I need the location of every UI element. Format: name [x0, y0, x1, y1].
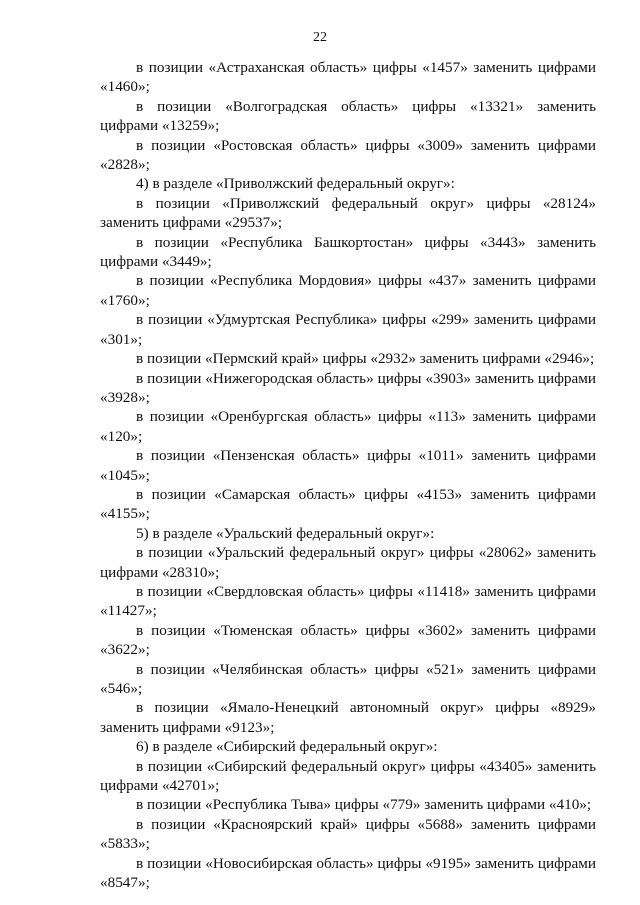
amendment-paragraph: в позиции «Ямало-Ненецкий автономный округ» цифры «8929» заменить цифрами «9123»; [100, 699, 596, 736]
amendment-paragraph: в позиции «Тюменская область» цифры «3602» заменить цифрами «3622»; [100, 621, 596, 659]
amendment-paragraph: в позиции «Астраханская область» цифры «1457» заменить цифрами «1460»; [100, 59, 596, 96]
section-heading: 6) в разделе «Сибирский федеральный округ»: [136, 738, 438, 756]
amendment-paragraph: в позиции «Ростовская область» цифры «3009» заменить цифрами «2828»; [100, 136, 596, 174]
amendment-paragraph: в позиции «Челябинская область» цифры «521» заменить цифрами «546»; [100, 660, 596, 697]
amendment-paragraph: в позиции «Самарская область» цифры «4153» заменить цифрами «4155»; [100, 485, 596, 523]
section-heading: 4) в разделе «Приволжский федеральный округ»: [136, 175, 455, 193]
amendment-paragraph: в позиции «Республика Башкортостан» цифры «3443» заменить цифрами «3449»; [100, 233, 596, 271]
amendment-paragraph: в позиции «Сибирский федеральный округ» цифры «43405» заменить цифрами «42701»; [100, 757, 596, 795]
amendment-paragraph: в позиции «Оренбургская область» цифры «113» заменить цифрами «120»; [100, 408, 596, 445]
amendment-paragraph: в позиции «Пензенская область» цифры «1011» заменить цифрами «1045»; [100, 447, 596, 484]
amendment-paragraph: в позиции «Приволжский федеральный округ» цифры «28124» заменить цифрами «29537»; [100, 194, 596, 232]
amendment-paragraph: в позиции «Республика Тыва» цифры «779» заменить цифрами «410»; [136, 796, 592, 814]
amendment-paragraph: в позиции «Республика Мордовия» цифры «437» заменить цифрами «1760»; [100, 272, 596, 309]
document-body [100, 58, 596, 892]
amendment-paragraph: в позиции «Пермский край» цифры «2932» заменить цифрами «2946»; [136, 350, 595, 368]
amendment-paragraph: в позиции «Новосибирская область» цифры «9195» заменить цифрами «8547»; [100, 854, 596, 892]
section-heading: 5) в разделе «Уральский федеральный округ»: [136, 524, 435, 542]
page-number: 22 [313, 30, 327, 45]
amendment-paragraph: в позиции «Волгоградская область» цифры «13321» заменить цифрами «13259»; [100, 97, 596, 135]
amendment-paragraph: в позиции «Красноярский край» цифры «5688» заменить цифрами «5833»; [100, 815, 596, 853]
amendment-paragraph: в позиции «Нижегородская область» цифры «3903» заменить цифрами «3928»; [100, 369, 596, 406]
amendment-paragraph: в позиции «Удмуртская Республика» цифры «299» заменить цифрами «301»; [100, 311, 596, 348]
amendment-paragraph: в позиции «Уральский федеральный округ» цифры «28062» заменить цифрами «28310»; [100, 544, 596, 581]
amendment-paragraph: в позиции «Свердловская область» цифры «11418» заменить цифрами «11427»; [100, 582, 596, 620]
